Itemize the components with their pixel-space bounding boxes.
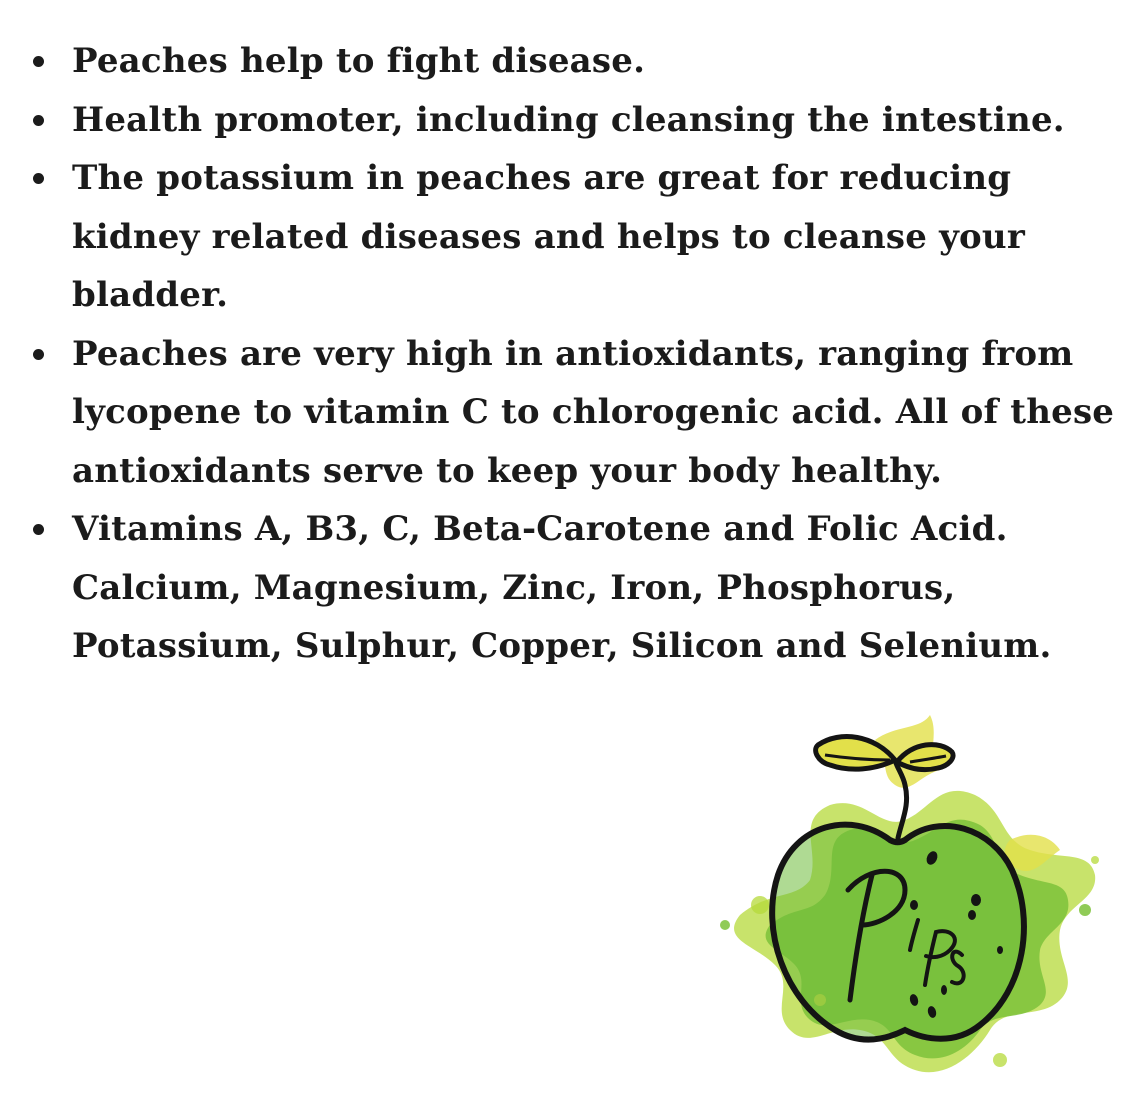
list-item-line: Health promoter, including cleansing the intestine. bbox=[72, 99, 1065, 140]
list-item-line: Peaches are very high in antioxidants, ranging from bbox=[72, 333, 1074, 374]
list-item bbox=[0, 91, 1110, 150]
list-item bbox=[0, 32, 1110, 91]
list-item-line: Vitamins A, B3, C, Beta-Carotene and Folic Acid. bbox=[72, 509, 1008, 549]
list-item-line: Potassium, Sulphur, Copper, Silicon and Selenium. bbox=[72, 626, 1052, 666]
bullet-icon bbox=[33, 173, 44, 184]
apple-outline bbox=[772, 825, 1024, 1040]
list-item bbox=[0, 500, 1110, 676]
bullet-icon bbox=[33, 115, 44, 126]
facts-list bbox=[0, 32, 1115, 676]
list-item-line: kidney related diseases and helps to cleanse your bbox=[72, 216, 1025, 257]
bullet-icon bbox=[33, 56, 44, 67]
list-item-line: bladder. bbox=[72, 275, 229, 315]
list-item-line: The potassium in peaches are great for reducing bbox=[72, 158, 1012, 198]
apple-sprout-logo-icon bbox=[700, 700, 1110, 1090]
list-item bbox=[0, 325, 1115, 501]
list-item-line: lycopene to vitamin C to chlorogenic acid. All of these bbox=[72, 392, 1115, 432]
bullet-icon bbox=[33, 524, 44, 535]
bullet-icon bbox=[33, 349, 44, 360]
list-item-line: Peaches help to fight disease. bbox=[72, 41, 646, 81]
list-item bbox=[0, 149, 1110, 325]
list-item-line: antioxidants serve to keep your body healthy. bbox=[72, 450, 943, 491]
list-item-line: Calcium, Magnesium, Zinc, Iron, Phosphorus, bbox=[72, 567, 956, 608]
